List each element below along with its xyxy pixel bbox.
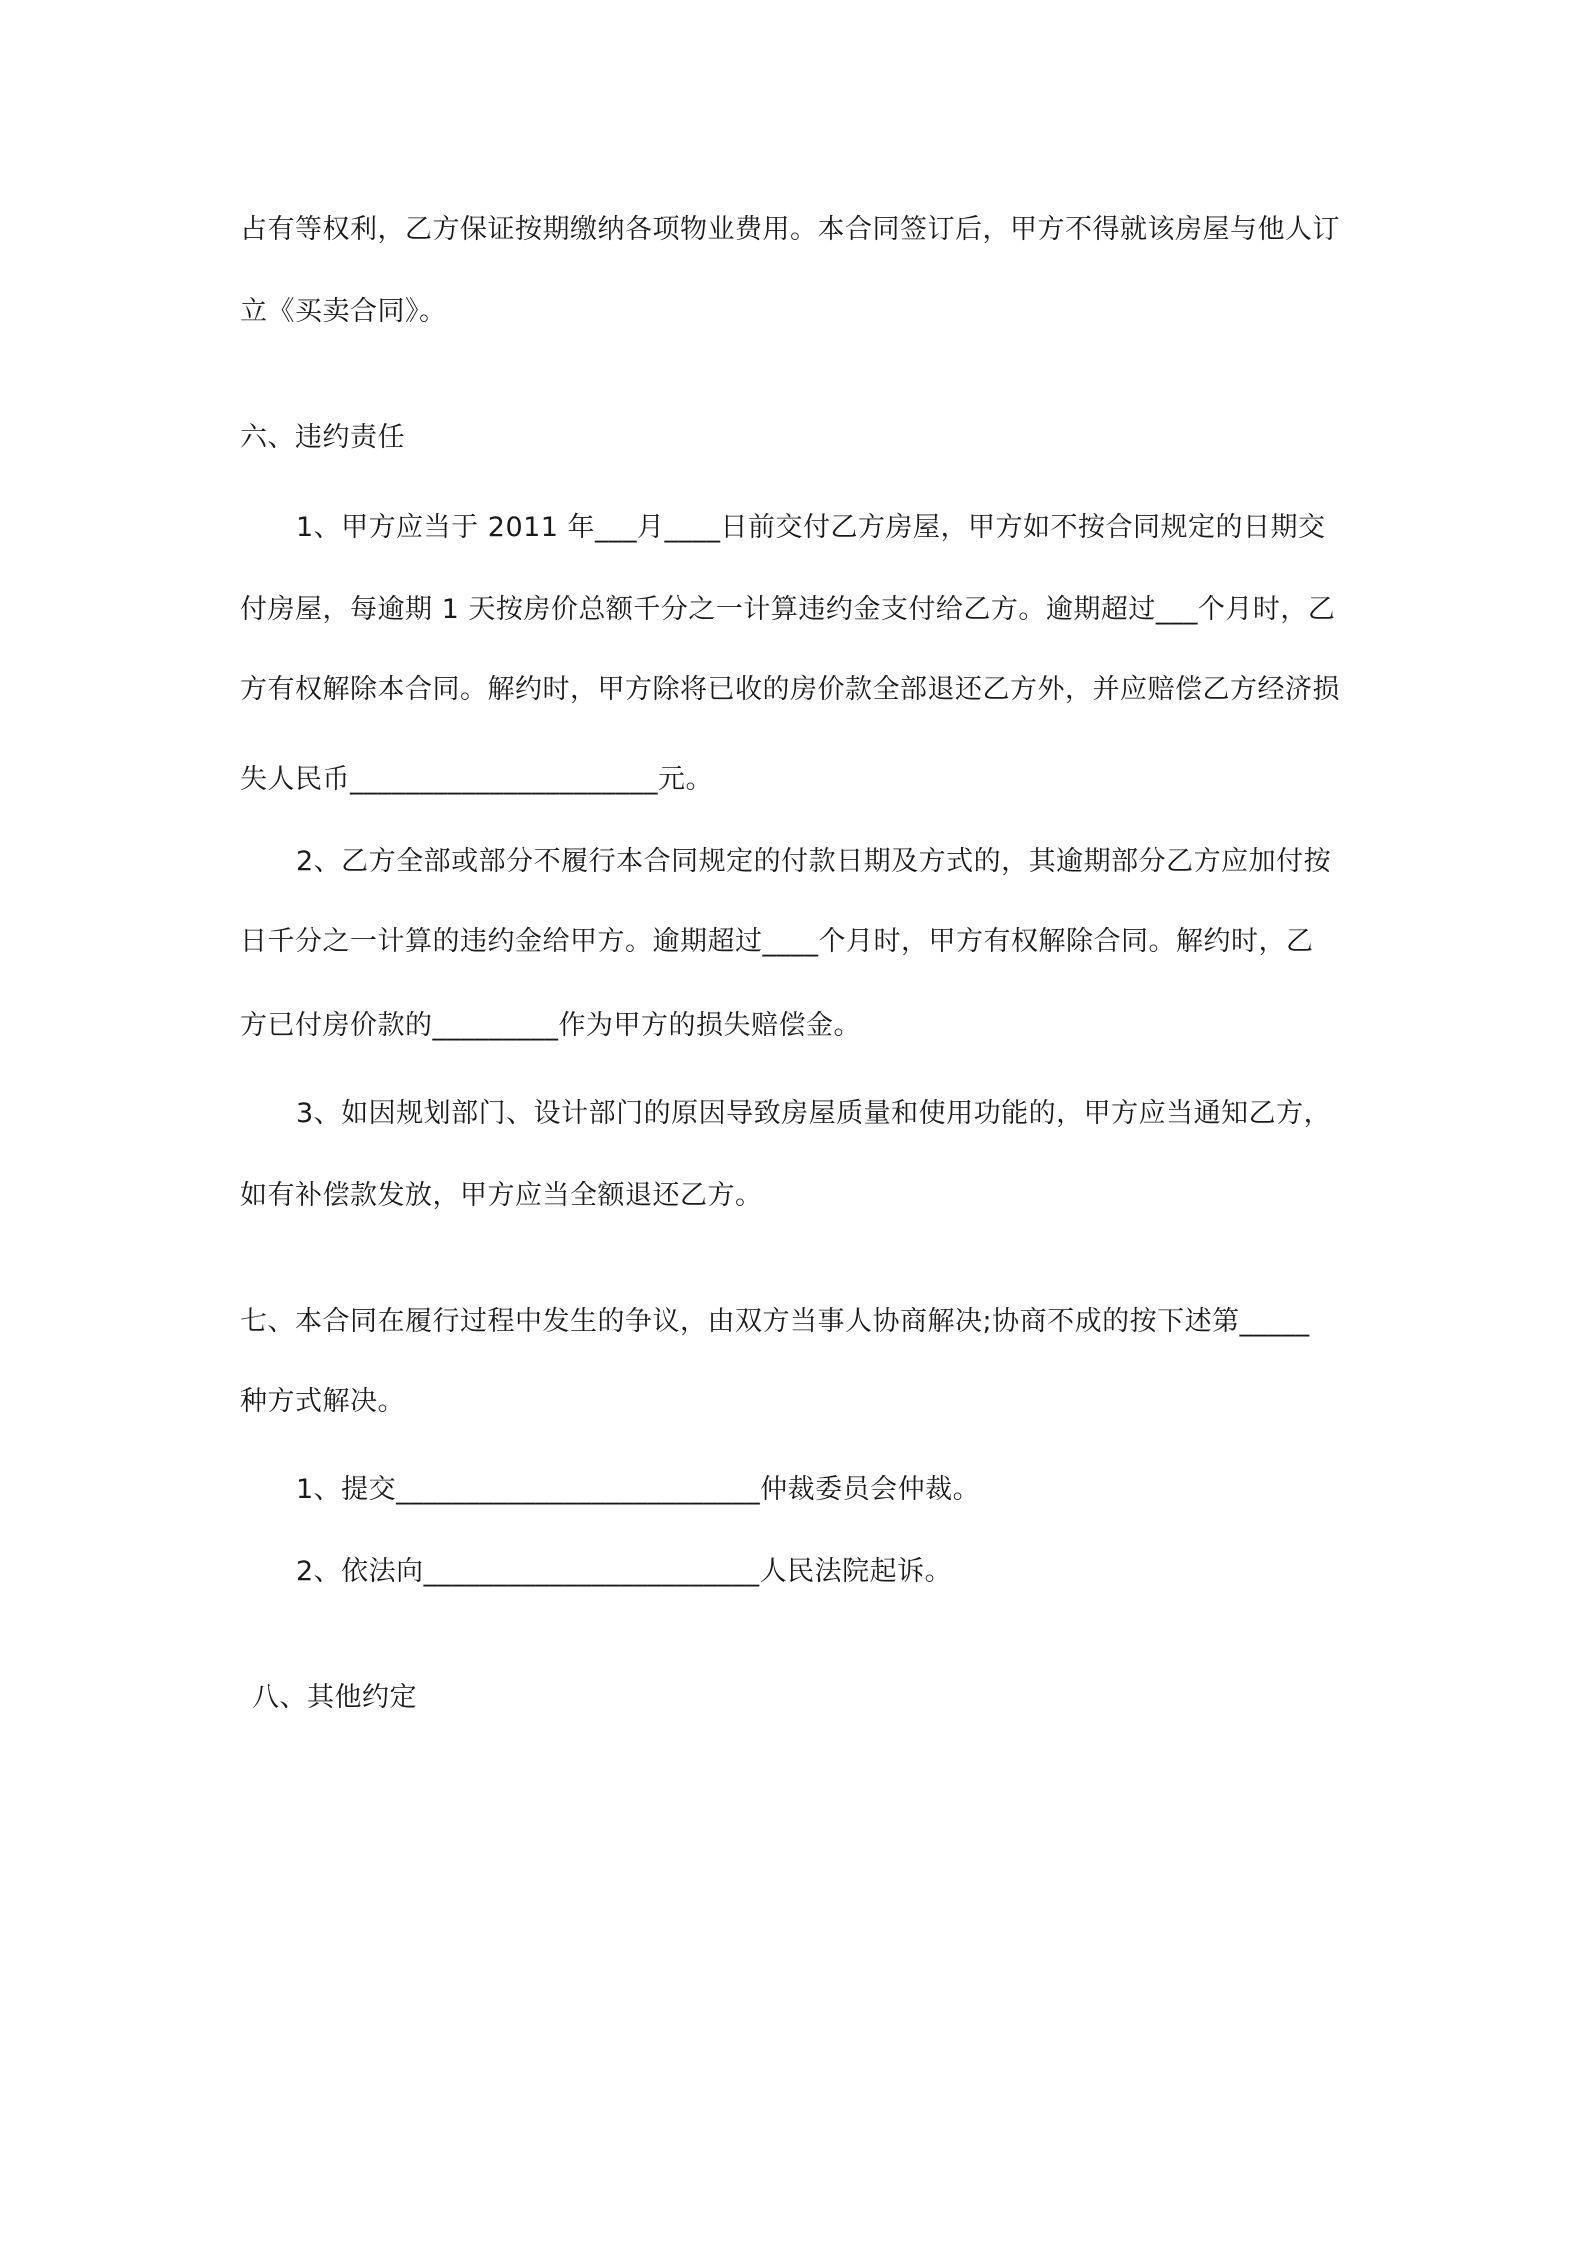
- section-6-item-1-line-4: 失人民币______________________元。: [240, 764, 713, 795]
- section-7-option-2: 2、依法向________________________人民法院起诉。: [296, 1556, 953, 1587]
- continuation-line-2: 立《买卖合同》。: [240, 296, 447, 327]
- section-8-heading: 八、其他约定: [252, 1682, 417, 1713]
- section-7-line-1: 七、本合同在履行过程中发生的争议，由双方当事人协商解决;协商不成的按下述第_____: [240, 1306, 1310, 1337]
- section-6-item-2-line-3: 方已付房价款的_________作为甲方的损失赔偿金。: [240, 1010, 861, 1041]
- section-6-item-3-line-1: 3、如因规划部门、设计部门的原因导致房屋质量和使用功能的，甲方应当通知乙方，: [296, 1098, 1332, 1129]
- section-6-heading: 六、违约责任: [240, 422, 405, 453]
- section-6-item-1-line-2: 付房屋，每逾期 1 天按房价总额千分之一计算违约金支付给乙方。逾期超过___个月时，乙: [240, 594, 1336, 625]
- section-7-line-2: 种方式解决。: [240, 1386, 405, 1417]
- section-6-item-2-line-2: 日千分之一计算的违约金给甲方。逾期超过____个月时，甲方有权解除合同。解约时，乙: [240, 926, 1314, 957]
- section-7-option-1: 1、提交__________________________仲裁委员会仲裁。: [296, 1474, 981, 1505]
- section-6-item-1-line-3: 方有权解除本合同。解约时，甲方除将已收的房价款全部退还乙方外，并应赔偿乙方经济损: [240, 674, 1340, 705]
- section-6-item-3-line-2: 如有补偿款发放，甲方应当全额退还乙方。: [240, 1180, 763, 1211]
- section-6-item-2-line-1: 2、乙方全部或部分不履行本合同规定的付款日期及方式的，其逾期部分乙方应加付按: [296, 846, 1332, 877]
- continuation-line-1: 占有等权利，乙方保证按期缴纳各项物业费用。本合同签订后，甲方不得就该房屋与他人订: [240, 214, 1340, 245]
- section-6-item-1-line-1: 1、甲方应当于 2011 年___月____日前交付乙方房屋，甲方如不按合同规定的日期交: [296, 512, 1326, 543]
